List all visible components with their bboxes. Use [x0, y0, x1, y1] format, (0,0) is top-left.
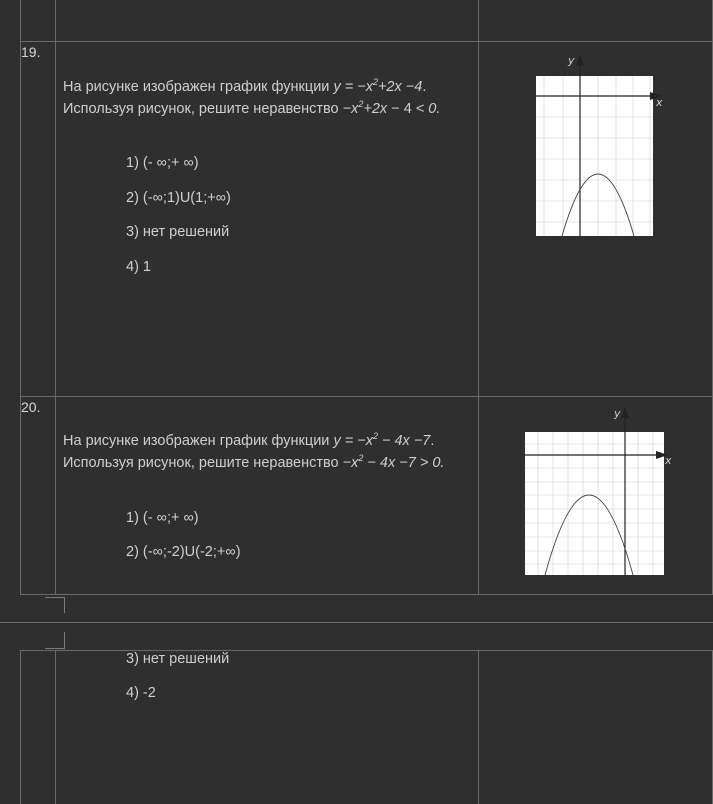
answer-option: 3) нет решений [126, 651, 230, 667]
parabola-graph [530, 52, 670, 242]
table-border-num [55, 0, 56, 594]
row-divider-mid [20, 396, 713, 397]
function-formula: $y = -x^2+2x -4$ [333, 77, 423, 95]
y-axis-label: y [568, 54, 575, 67]
x-axis-label: x [665, 454, 672, 467]
row-divider-continued [20, 650, 713, 651]
table-border-left [20, 650, 21, 804]
table-border-mid [478, 650, 479, 804]
answer-option: 1) (- ∞;+ ∞) [126, 510, 199, 526]
answer-option: 2) (-∞;-2)U(-2;+∞) [126, 544, 241, 560]
question-text [63, 77, 483, 120]
question-text [63, 431, 483, 474]
question-instruction: . Используя рисунок, решите неравенство [63, 433, 435, 471]
inequality-formula: $-x^2+2x - 4 < 0$. [342, 98, 441, 117]
page-corner-mark [45, 648, 65, 649]
table-border-num [55, 650, 56, 804]
y-axis-label: y [614, 407, 621, 420]
answer-option: 3) нет решений [126, 224, 230, 240]
inequality-formula: $-x^2 - 4x -7 > 0$. [342, 452, 445, 471]
question-instruction: . Используя рисунок, решите неравенство [63, 79, 427, 117]
function-formula: $y = -x^2 - 4x -7$ [333, 431, 431, 449]
question-intro: На рисунке изображен график функции [63, 433, 334, 449]
row-divider-top [20, 41, 713, 42]
row-divider-bottom [20, 594, 713, 595]
question-number: 20. [21, 399, 41, 415]
question-intro: На рисунке изображен график функции [63, 79, 334, 95]
x-axis-label: x [656, 96, 663, 109]
table-border-left [20, 0, 21, 594]
page-break [0, 622, 713, 623]
answer-option: 1) (- ∞;+ ∞) [126, 155, 199, 171]
page-corner-mark [45, 597, 65, 598]
answer-option: 4) -2 [126, 685, 156, 701]
question-number: 19. [21, 44, 41, 60]
page-corner-mark [64, 632, 65, 648]
answer-option: 2) (-∞;1)U(1;+∞) [126, 190, 231, 206]
page-corner-mark [64, 597, 65, 613]
parabola-graph [518, 402, 678, 580]
answer-option: 4) 1 [126, 259, 151, 275]
